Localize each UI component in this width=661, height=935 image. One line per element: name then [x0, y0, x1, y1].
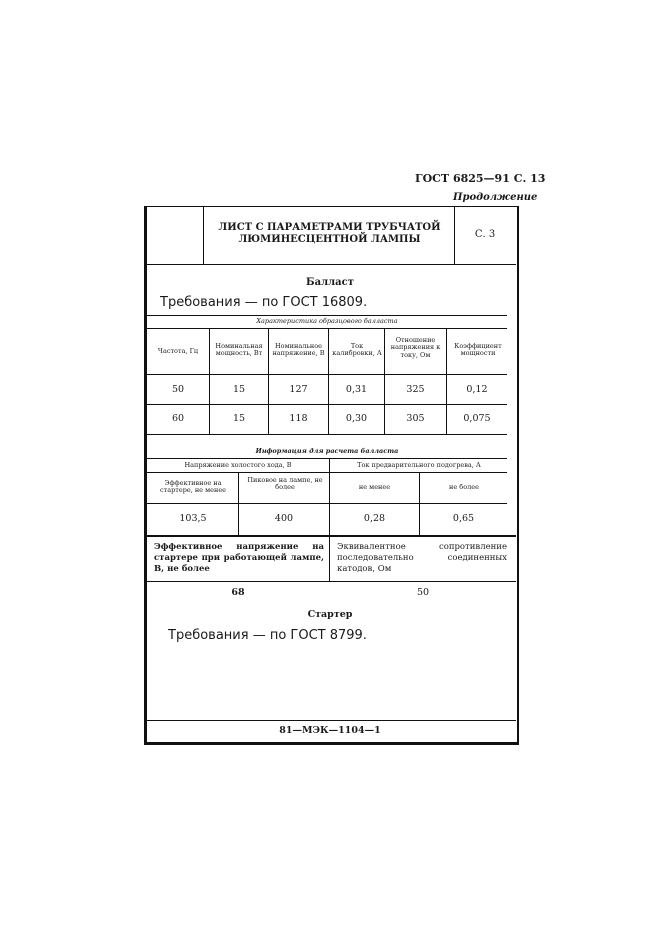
calc-value-max: 0,65	[452, 513, 475, 524]
table-row-1-voltage: 127	[289, 384, 308, 395]
ballast-heading: Балласт	[306, 277, 354, 288]
effective-voltage-value: 68	[231, 587, 245, 598]
calc-value-peak: 400	[274, 513, 294, 524]
table-row-2-power: 15	[232, 413, 246, 424]
footer-code: 81—МЭК—1104—1	[279, 725, 381, 736]
starter-requirement: Требования — по ГОСТ 8799.	[168, 628, 367, 643]
table-row-1-factor: 0,12	[466, 384, 488, 395]
table-row-2-current: 0,30	[345, 413, 368, 424]
calc-group-preheat: Ток предварительного подогрева, А	[357, 461, 481, 469]
col-power: Номинальная мощность, Вт	[215, 342, 263, 358]
char-heading: Характеристика образцового балласта	[256, 317, 398, 325]
calc-value-min: 0,28	[363, 513, 386, 524]
table-row-2-ratio: 305	[406, 413, 425, 424]
calc-value-effective: 103,5	[179, 513, 207, 524]
effective-voltage-text: Эффективное напряжение на стартере при работающей лампе, В, не более	[154, 542, 324, 575]
col-voltage-current-ratio: Отношение напряжения к току, Ом	[390, 336, 441, 359]
starter-heading: Стартер	[307, 609, 353, 620]
calc-group-open-circuit: Напряжение холостого хода, В	[184, 461, 292, 469]
table-row-1-frequency: 50	[171, 384, 185, 395]
standard-reference: ГОСТ 6825—91 С. 13	[415, 172, 546, 185]
table-row-1-power: 15	[232, 384, 246, 395]
table-row-2-factor: 0,075	[463, 413, 491, 424]
col-voltage: Номинальное напряжение, В	[272, 342, 325, 358]
calc-info-heading: Информация для расчета балласта	[255, 447, 399, 455]
calc-sub-peak: Пиковое на лампе, не более	[247, 476, 323, 492]
equivalent-resistance-value: 50	[416, 587, 430, 598]
sheet-number: С. 3	[474, 229, 496, 240]
ballast-requirement: Требования — по ГОСТ 16809.	[160, 295, 368, 310]
col-calibration-current: Ток калибровки, А	[332, 342, 382, 358]
table-row-2-frequency: 60	[171, 413, 185, 424]
table-row-2-voltage: 118	[289, 413, 308, 424]
calc-sub-min: не менее	[358, 483, 391, 491]
calc-sub-max: не более	[449, 483, 479, 491]
col-frequency: Частота, Гц	[157, 347, 199, 355]
sheet-title: ЛИСТ С ПАРАМЕТРАМИ ТРУБЧАТОЙ ЛЮМИНЕСЦЕНТНОЙ ЛАМПЫ	[218, 222, 441, 245]
continuation-label: Продолжение	[453, 192, 538, 203]
calc-sub-effective: Эффективное на стартере, не менее	[159, 479, 227, 495]
table-row-1-current: 0,31	[345, 384, 368, 395]
col-power-factor: Коэффициент мощности	[454, 342, 502, 358]
equivalent-resistance-text: Эквивалентное сопротивление последовательно соединенных катодов, Ом	[337, 542, 507, 575]
table-row-1-ratio: 325	[406, 384, 425, 395]
